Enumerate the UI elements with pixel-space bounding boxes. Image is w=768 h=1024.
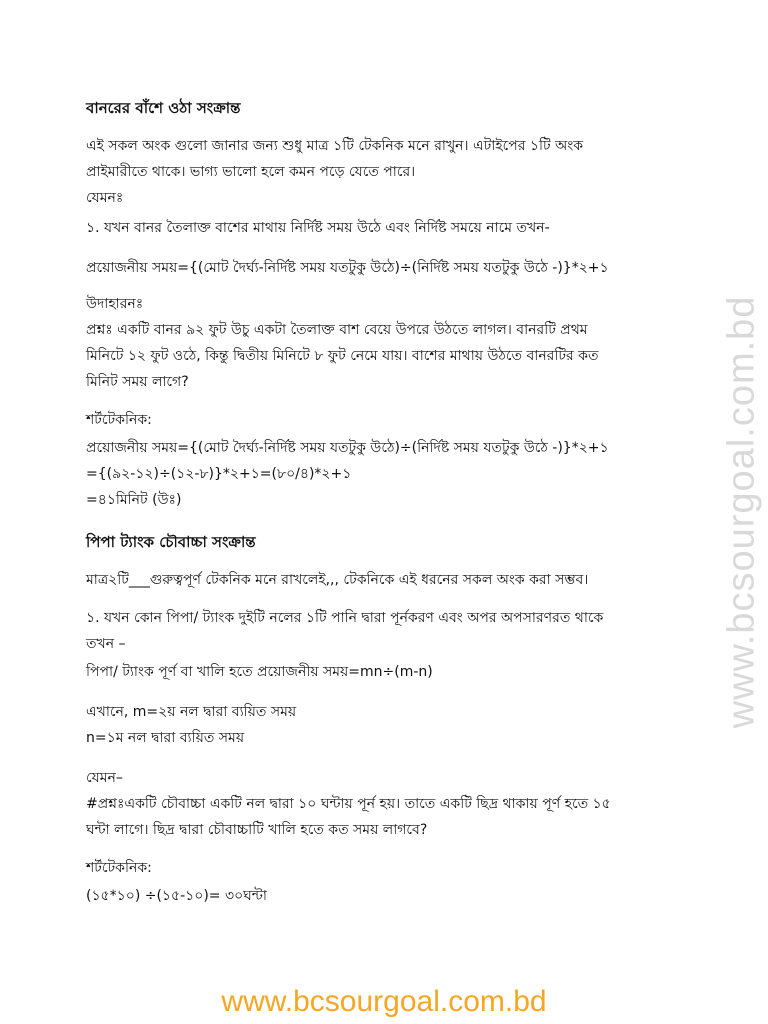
question-line: মিনিট সময় লাগে? [86,374,189,390]
short-technique-label: শর্টটেকনিক: [86,860,152,876]
example-label: যেমন– [86,770,123,786]
short-technique-label: শর্টটেকনিক: [86,412,152,428]
question-line: মিনিটে ১২ ফুট ওঠে, কিন্তু দ্বিতীয় মিনিটে ৮ ফুট নেমে যায়। বাশের মাথায় উঠতে বানরটির কত [86,348,599,364]
calculation-line: ={(৯২-১২)÷(১২-৮)}*২+১=(৮০/৪)*২+১ [86,466,352,482]
formula-line: পিপা/ ট্যাংক পূর্ণ বা খালি হতে প্রয়োজনীয় সময়=mn÷(m-n) [86,664,433,680]
question-line: প্রশ্নঃ একটি বানর ৯২ ফুট উচু একটা তৈলাক্ত বাশ বেয়ে উপরে উঠতে লাগল। বানরটি প্রথম [86,322,588,338]
definition-line: n=১ম নল দ্বারা ব্যয়িত সময় [86,730,245,746]
watermark-text: www.bcsourgoal.com.bd [720,295,763,729]
formula-line: প্রয়োজনীয় সময়={(মোট দৈর্ঘ্য-নির্দিষ্ট সময় যতটুকু উঠে)÷(নির্দিষ্ট সময় যতটুকু উঠে -)}*২+১ [86,440,609,456]
answer-line: =৪১মিনিট (উঃ) [86,492,182,508]
rule-line: তখন – [86,636,126,652]
definition-line: এখানে, m=২য় নল দ্বারা ব্যয়িত সময় [86,704,297,720]
paragraph-line: এই সকল অংক গুলো জানার জন্য শুধু মাত্র ১টি টেকনিক মনে রাখুন। এটাইপের ১টি অংক [86,138,584,154]
formula-line: প্রয়োজনীয় সময়={(মোট দৈর্ঘ্য-নির্দিষ্ট সময় যতটুকু উঠে)÷(নির্দিষ্ট সময় যতটুকু উঠে -)}*২+১ [86,260,609,276]
rule-line: ১. যখন কোন পিপা/ ট্যাংক দুইটি নলের ১টি পানি দ্বারা পূর্নকরণ এবং অপর অপসারণরত থাকে [86,610,604,626]
paragraph-line: প্রাইমারীতে থাকে। ভাগ্য ভালো হলে কমন পড়ে যেতে পারে। [86,164,416,180]
example-heading: উদাহারনঃ [86,296,144,312]
rule-line: ১. যখন বানর তৈলাক্ত বাশের মাথায় নির্দিষ্ট সময় উঠে এবং নির্দিষ্ট সময়ে নামে তখন- [86,220,550,236]
answer-line: (১৫*১০) ÷(১৫-১০)= ৩০ঘন্টা [86,888,267,904]
section-heading-monkey-pole: বানরের বাঁশে ওঠা সংক্রান্ত [86,99,241,117]
example-label: যেমনঃ [86,190,124,206]
paragraph-line: মাত্র২টি___গুরুত্বপূর্ণ টেকনিক মনে রাখলেই,,, টেকনিকে এই ধরনের সকল অংক করা সম্ভব। [86,572,589,588]
footer-website-link[interactable]: www.bcsourgoal.com.bd [221,985,547,1018]
question-line: #প্রশ্নঃএকটি চৌবাচ্চা একটি নল দ্বারা ১০ ঘন্টায় পূর্ন হয়। তাতে একটি ছিদ্র থাকায় পূর্ণ হতে ১৫ [86,796,611,812]
section-heading-tank-cistern: পিপা ট্যাংক চৌবাচ্চা সংক্রান্ত [86,533,256,551]
question-line: ঘন্টা লাগে। ছিদ্র দ্বারা চৌবাচ্চাটি খালি হতে কত সময় লাগবে? [86,822,428,838]
